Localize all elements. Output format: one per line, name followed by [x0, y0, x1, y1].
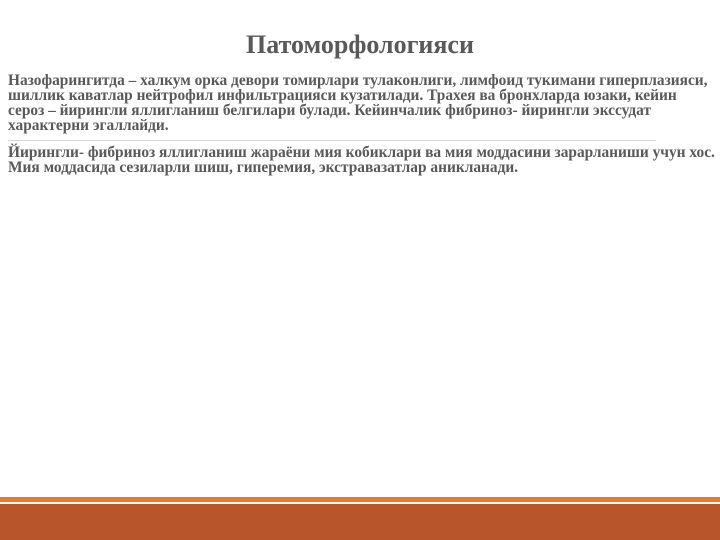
paragraph-nasopharyngitis: Назофарингитда – халкум орка девори томирлари тулаконлиги, лимфоид тукимани гиперплазияси, шиллик каватлар нейтрофил инфильтрацияси кузатилади. Трахея ва бронхларда юзаки, кейин сероз – йирингли яллигланиш белгилари булади. Кейинчалик фибриноз- йирингли экссудат характерни эгаллайди. [8, 72, 708, 134]
footer-accent-stripe [0, 497, 720, 502]
footer-band [0, 504, 720, 540]
paragraph-purulent-fibrinous: Йирингли- фибриноз яллигланиш жараёни мия кобиклари ва мия моддасини зарарланиши учун хос. Мия моддасида сезиларли шиш, гиперемия, экстравазатлар аникланади. [8, 144, 715, 176]
slide-title: Патоморфологияси [246, 30, 474, 59]
divider-line [8, 140, 656, 141]
slide-content [8, 73, 716, 175]
